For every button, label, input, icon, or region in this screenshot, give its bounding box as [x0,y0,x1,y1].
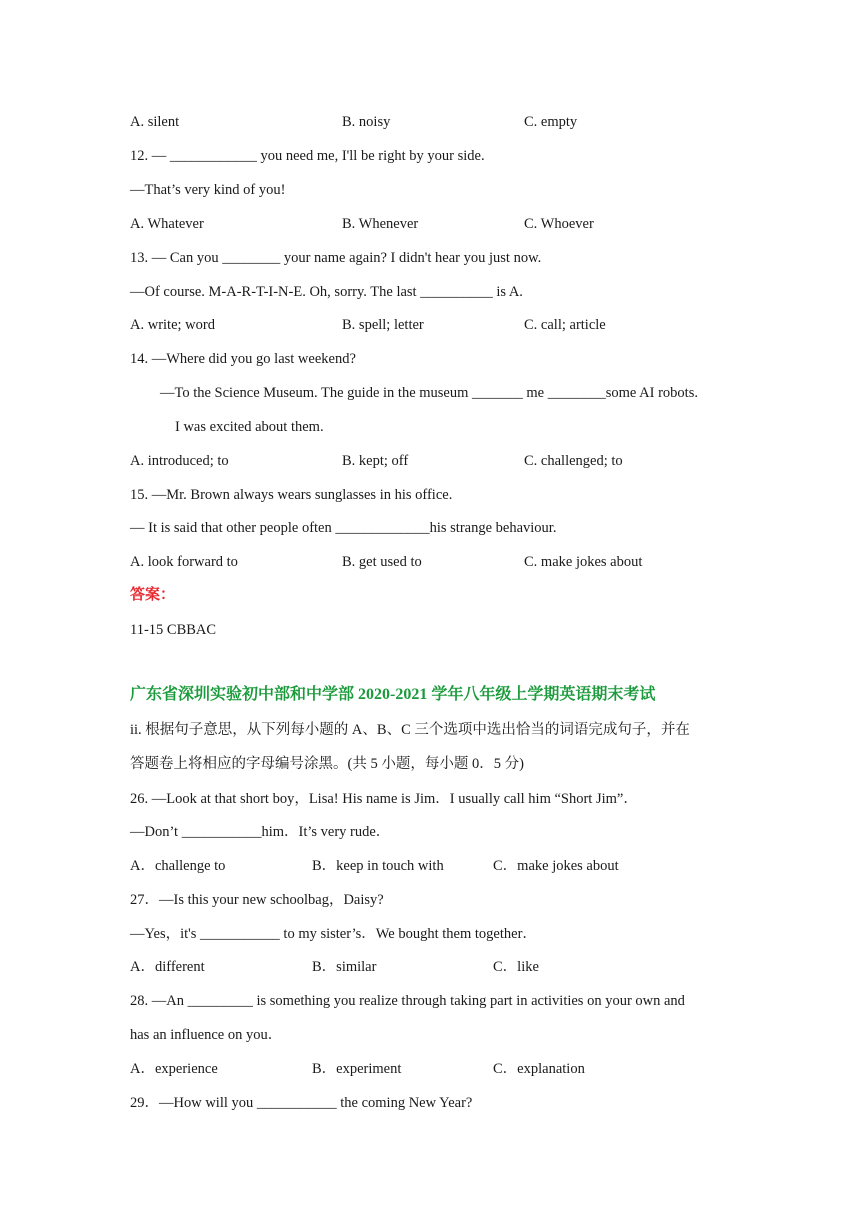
q15-option-b: B. get used to [342,554,422,570]
q15-reply: — It is said that other people often _____________his strange behaviour. [130,520,557,536]
q27-option-c: C．like [493,959,539,975]
instruction-line-1: ii. 根据句子意思，从下列每小题的 A、B、C 三个选项中选出恰当的词语完成句子，并在 [130,722,690,738]
q14-option-b: B. kept; off [342,453,409,469]
q12-option-c: C. Whoever [524,216,594,232]
answer-label: 答案： [130,587,176,603]
q28-prompt-continued: has an influence on you． [130,1027,283,1043]
q12-option-b: B. Whenever [342,216,419,232]
q13-prompt: 13. — Can you ________ your name again? I didn't hear you just now. [130,250,542,266]
section-title: 广东省深圳实验初中部和中学部 2020-2021 学年八年级上学期英语期末考试 [130,686,656,703]
q27-option-b: B．similar [312,959,377,975]
q26-reply: —Don’t ___________him．It’s very rude． [130,824,391,840]
answer-text: 11-15 CBBAC [130,622,217,638]
q15-option-a: A. look forward to [130,554,238,570]
q12-option-a: A. Whatever [130,216,204,232]
q13-option-c: C. call; article [524,317,606,333]
q26-prompt: 26. —Look at that short boy，Lisa! His name is Jim．I usually call him “Short Jim”． [130,791,638,807]
q28-option-c: C．explanation [493,1061,585,1077]
q11-option-c: C. empty [524,114,578,130]
q27-prompt: 27．—Is this your new schoolbag，Daisy? [130,892,384,908]
q14-option-c: C. challenged; to [524,453,623,469]
q28-option-a: A．experience [130,1061,218,1077]
instruction-line-2: 答题卷上将相应的字母编号涂黑。(共 5 小题，每小题 0．5 分) [130,756,524,772]
q14-option-a: A. introduced; to [130,453,229,469]
q15-prompt: 15. —Mr. Brown always wears sunglasses in his office. [130,487,453,503]
q12-reply: —That’s very kind of you! [130,182,286,198]
q13-reply: —Of course. M-A-R-T-I-N-E. Oh, sorry. The last __________ is A. [130,284,523,300]
q28-prompt: 28. —An _________ is something you realize through taking part in activities on your own and [130,993,685,1009]
q14-prompt: 14. —Where did you go last weekend? [130,351,356,367]
q27-option-a: A．different [130,959,205,975]
q11-option-a: A. silent [130,114,180,130]
q13-option-b: B. spell; letter [342,317,424,333]
q29-prompt: 29．—How will you ___________ the coming New Year? [130,1095,473,1111]
q13-option-a: A. write; word [130,317,215,333]
q14-reply-continued: I was excited about them. [175,419,324,435]
q28-option-b: B．experiment [312,1061,402,1077]
q12-prompt: 12. — ____________ you need me, I'll be right by your side. [130,148,485,164]
q15-option-c: C. make jokes about [524,554,643,570]
q26-option-c: C．make jokes about [493,858,619,874]
q26-option-b: B．keep in touch with [312,858,444,874]
q14-reply: —To the Science Museum. The guide in the museum _______ me ________some AI robots. [160,385,698,401]
q26-option-a: A．challenge to [130,858,226,874]
q27-reply: —Yes，it's ___________ to my sister’s．We bought them together． [130,926,537,942]
q11-option-b: B. noisy [342,114,391,130]
